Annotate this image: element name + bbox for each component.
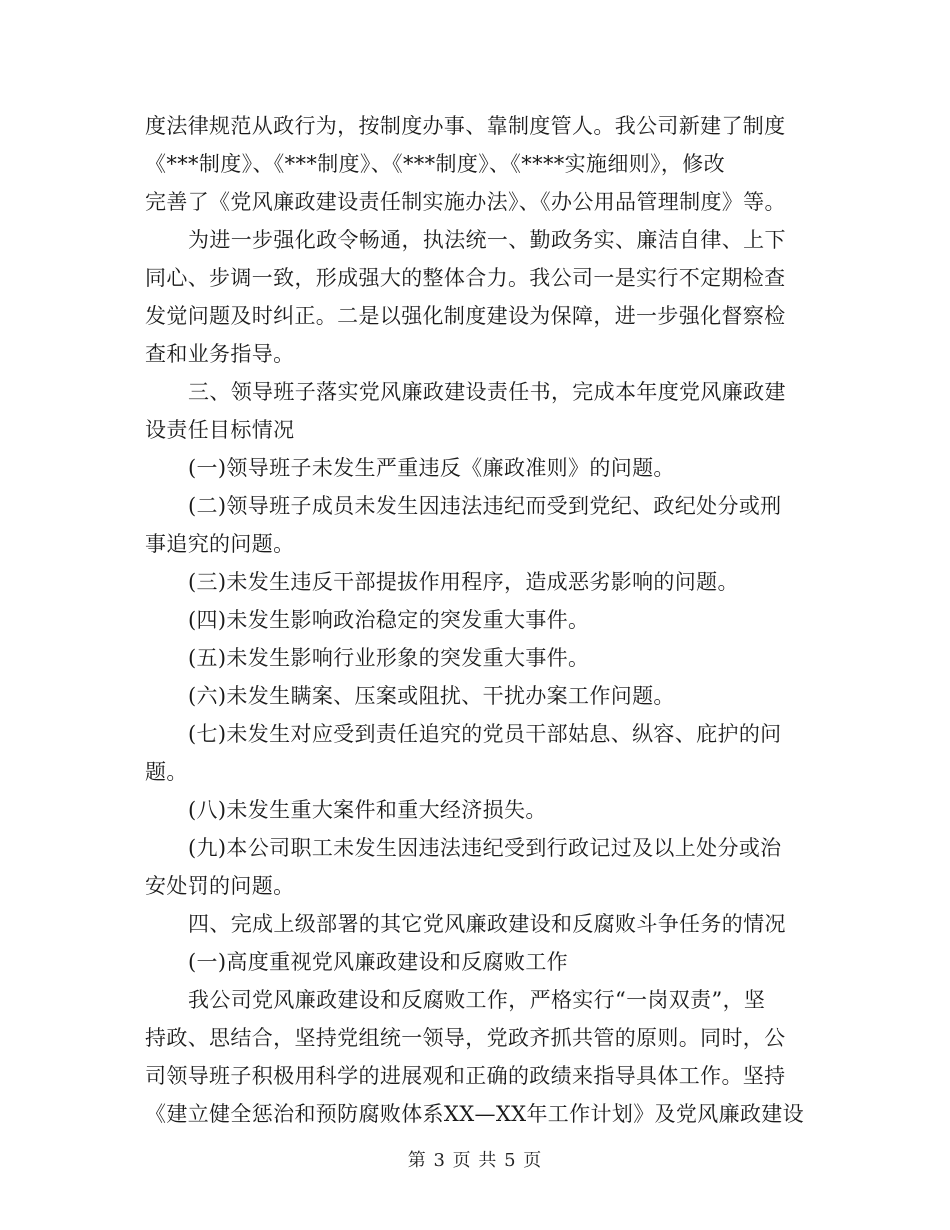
- text-line-27: 《建立健全惩治和预防腐败体系XX—XX年工作计划》及党风廉政建设: [145, 1102, 804, 1126]
- text-line-12: 事追究的问题。: [145, 532, 295, 556]
- list-item-2: (二)领导班子成员未发生因违法违纪而受到党纪、政纪处分或刑: [188, 494, 782, 518]
- list-item-6: (六)未发生瞒案、压案或阻扰、干扰办案工作问题。: [188, 684, 675, 708]
- text-line-26: 司领导班子积极用科学的进展观和正确的政绩来指导具体工作。坚持: [145, 1064, 786, 1088]
- text-line-9: 设责任目标情况: [145, 418, 295, 442]
- list-item-4: (四)未发生影响政治稳定的突发重大事件。: [188, 608, 590, 632]
- page-footer: 第 3 页 共 5 页: [407, 1150, 543, 1171]
- text-line-3: 完善了《党风廉政建设责任制实施办法》、《办公用品管理制度》等。: [145, 190, 786, 214]
- text-line-5: 同心、步调一致，形成强大的整体合力。我公司一是实行不定期检查: [145, 266, 786, 290]
- list-item-3: (三)未发生违反干部提拔作用程序，造成恶劣影响的问题。: [188, 570, 739, 594]
- section-heading-3: 三、领导班子落实党风廉政建设责任书，完成本年度党风廉政建: [188, 380, 786, 404]
- list-item-8: (八)未发生重大案件和重大经济损失。: [188, 798, 547, 822]
- text-line-6: 发觉问题及时纠正。二是以强化制度建设为保障，进一步强化督察检: [145, 304, 786, 328]
- text-line-1: 度法律规范从政行为，按制度办事、靠制度管人。我公司新建了制度: [145, 114, 786, 138]
- subsection-heading-1: (一)高度重视党风廉政建设和反腐败工作: [188, 950, 569, 974]
- text-line-7: 查和业务指导。: [145, 342, 295, 366]
- text-line-18: 题。: [145, 760, 188, 784]
- list-item-9: (九)本公司职工未发生因违法违纪受到行政记过及以上处分或治: [188, 836, 782, 860]
- text-line-2: 《***制度》、《***制度》、《***制度》、《****实施细则》，修改: [145, 152, 725, 176]
- list-item-7: (七)未发生对应受到责任追究的党员干部姑息、纵容、庇护的问: [188, 722, 782, 746]
- list-item-1: (一)领导班子未发生严重违反《廉政准则》的问题。: [188, 456, 675, 480]
- text-line-21: 安处罚的问题。: [145, 874, 295, 898]
- text-line-24: 我公司党风廉政建设和反腐败工作，严格实行“一岗双责”，坚: [188, 988, 766, 1012]
- text-line-25: 持政、思结合，坚持党组统一领导，党政齐抓共管的原则。同时，公: [145, 1026, 786, 1050]
- text-line-4: 为进一步强化政令畅通，执法统一、勤政务实、廉洁自律、上下: [188, 228, 786, 252]
- list-item-5: (五)未发生影响行业形象的突发重大事件。: [188, 646, 590, 670]
- section-heading-4: 四、完成上级部署的其它党风廉政建设和反腐败斗争任务的情况: [188, 912, 786, 936]
